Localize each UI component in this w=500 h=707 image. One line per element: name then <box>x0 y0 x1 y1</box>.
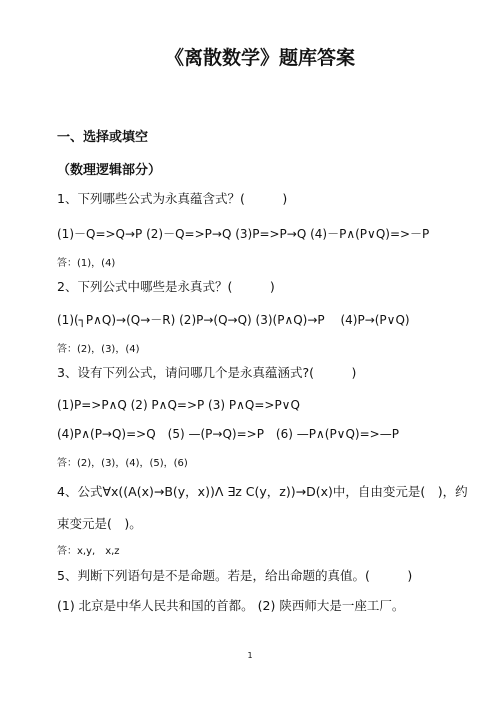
question-4-answer: 答：x,y, x,z <box>57 546 120 557</box>
question-2-options: (1)(┐P∧Q)→(Q→－R) (2)P→(Q→Q) (3)(P∧Q)→P (4)P→(P∨Q) <box>57 313 410 327</box>
question-2-answer: 答：(2)，(3)，(4) <box>57 344 140 355</box>
page-number: 1 <box>247 651 253 660</box>
question-3-answer: 答：(2)，(3)，(4)，(5)，(6) <box>57 458 188 469</box>
subsection-heading: （数理逻辑部分） <box>57 163 162 178</box>
question-5-options: (1) 北京是中华人民共和国的首都。 (2) 陕西师大是一座工厂。 <box>57 598 405 613</box>
question-3: 3、设有下列公式，请问哪几个是永真蕴涵式?( ) <box>57 365 357 380</box>
section-heading: 一、选择或填空 <box>57 130 149 145</box>
question-4-line-2: 束变元是( )。 <box>57 516 142 531</box>
question-1-options: (1)－Q=>Q→P (2)－Q=>P→Q (3)P=>P→Q (4)－P∧(P∨Q)=>－P <box>57 227 430 241</box>
question-2: 2、下列公式中哪些是永真式？( ) <box>57 279 275 294</box>
question-4-line-1: 4、公式∀x((A(x)→B(y，x))Λ ∃z C(y，z))→D(x)中，自由变元是( )，约 <box>57 484 468 499</box>
question-1: 1、下列哪些公式为永真蕴含式？( ) <box>57 191 288 206</box>
question-1-answer: 答：(1)，(4) <box>57 258 116 269</box>
question-3-options-line-2: (4)P∧(P→Q)=>Q (5) —(P→Q)=>P (6) —P∧(P∨Q)=>—P <box>57 427 399 441</box>
question-3-options-line-1: (1)P=>P∧Q (2) P∧Q=>P (3) P∧Q=>P∨Q <box>57 398 300 412</box>
question-5: 5、判断下列语句是不是命题。若是，给出命题的真值。( ) <box>57 568 413 583</box>
document-title: 《离散数学》题库答案 <box>164 47 355 69</box>
